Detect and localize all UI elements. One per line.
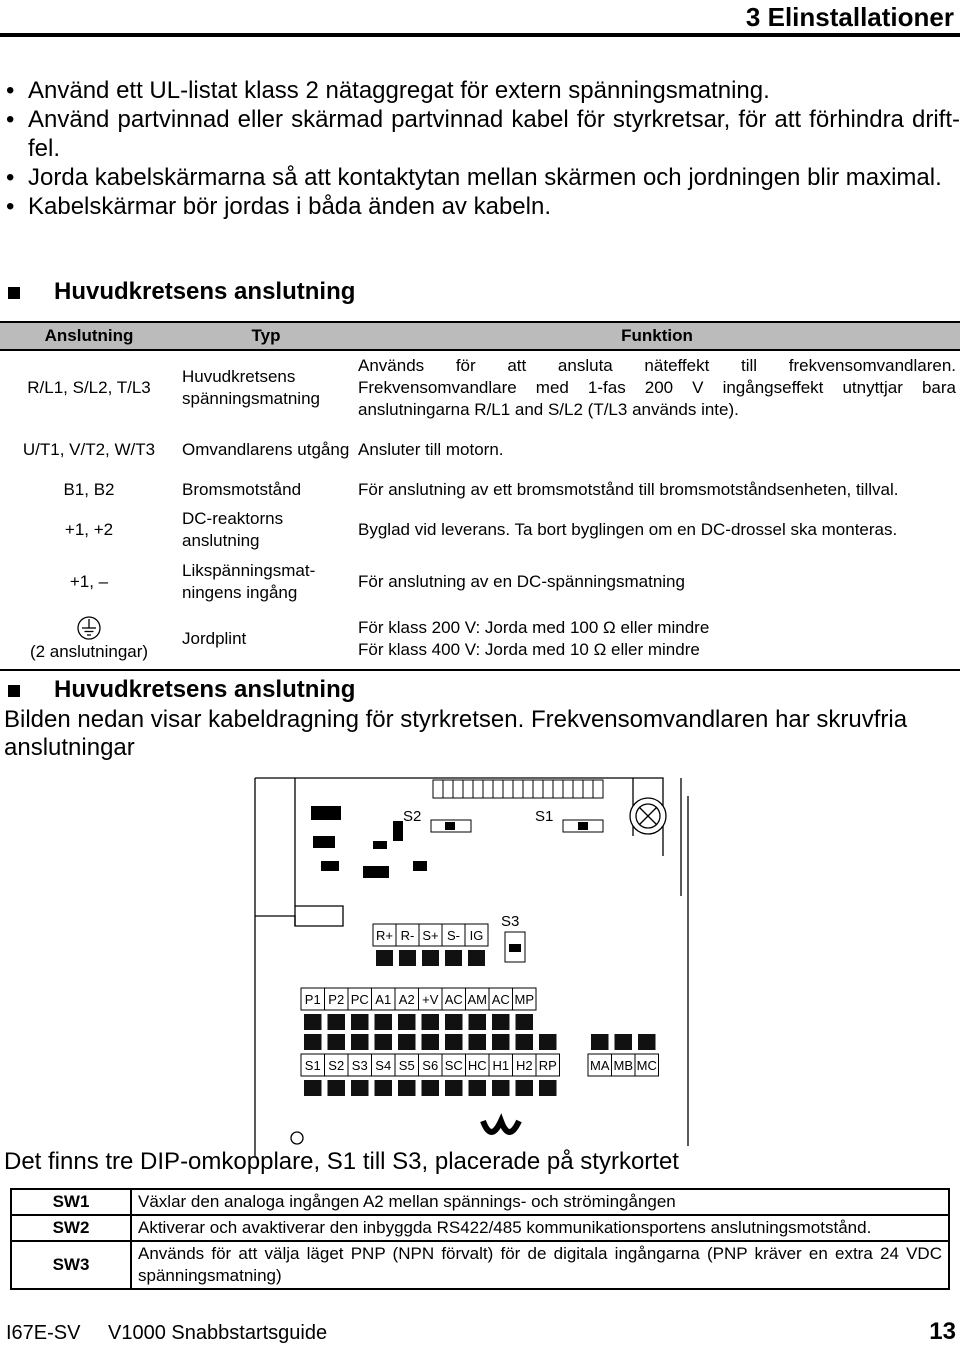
terminal-label: AC (491, 992, 510, 1007)
terminal-cell: U/T1, V/T2, W/T3 (22, 440, 156, 459)
switch-key: SW2 (11, 1215, 131, 1241)
terminal-clamp (468, 950, 485, 966)
terminal-label: SC (444, 1058, 463, 1073)
switch-key: SW3 (11, 1241, 131, 1289)
terminal-clamp (469, 1080, 487, 1096)
terminal-label: R+ (376, 928, 393, 943)
function-line: För klass 200 V: Jorda med 100 Ω eller mindre (358, 617, 710, 637)
terminal-clamp (445, 1080, 463, 1096)
terminal-clamp (539, 1034, 557, 1050)
terminal-clamp (376, 950, 393, 966)
terminal-clamp (304, 1014, 322, 1030)
type-cell: DC-reaktorns anslutning (182, 509, 284, 550)
col-header: Anslutning (0, 322, 178, 350)
section-title: Huvudkretsens anslutning (54, 278, 356, 305)
table-row (11, 1241, 949, 1289)
terminal-label: S3 (351, 1058, 368, 1073)
type-cell: Jordplint (182, 628, 247, 648)
function-cell: Byglad vid leverans. Ta bort byglingen om en DC-drossel ska monteras. (358, 520, 898, 539)
terminal-clamp (398, 1014, 416, 1030)
doc-code: I67E-SV (6, 1322, 81, 1344)
terminal-table (0, 321, 960, 671)
terminal-label: IG (469, 928, 484, 943)
chapter-title: 3 Elinstallationer (745, 2, 954, 32)
terminal-clamp (615, 1034, 633, 1050)
header-rule (0, 33, 960, 37)
switch-key: SW1 (11, 1189, 131, 1215)
table-row (11, 1189, 949, 1215)
terminal-clamp (422, 1080, 440, 1096)
dip-label: S3 (501, 913, 520, 930)
terminal-label: R- (400, 928, 415, 943)
ground-icon (76, 615, 102, 641)
terminal-clamp (516, 1014, 534, 1030)
terminal-clamp (539, 1080, 557, 1096)
terminal-row-2 (301, 988, 536, 1030)
terminal-clamp (351, 1014, 369, 1030)
terminal-clamp (328, 1034, 346, 1050)
function-cell: För anslutning av en DC-spänningsmatning (358, 572, 685, 591)
terminal-clamp (445, 950, 462, 966)
terminal-label: MB (613, 1058, 633, 1073)
dip-switch-table (10, 1188, 950, 1290)
terminal-label: P2 (328, 992, 345, 1007)
footer-left (6, 1322, 327, 1345)
switch-desc: Växlar den analoga ingången A2 mellan spännings- och strömingången (131, 1189, 949, 1215)
type-cell: Bromsmotstånd (182, 480, 302, 499)
bullet-item: • Använd ett UL-listat klass 2 nätaggregat för extern spänningsmatning. (0, 76, 960, 105)
terminal-label: S+ (422, 928, 439, 943)
figure-intro: Bilden nedan visar kabeldragning för styrkretsen. Frekvensomvandlaren har skruvfria anslutningar (4, 706, 908, 761)
section-square-icon (8, 287, 20, 299)
terminal-row-relay (588, 1034, 659, 1076)
terminal-label: S2 (328, 1058, 345, 1073)
table-row (0, 350, 960, 424)
terminal-cell: R/L1, S/L2, T/L3 (27, 377, 151, 397)
terminal-label: S- (447, 928, 460, 943)
terminal-clamp (398, 1080, 416, 1096)
terminal-clamp (591, 1034, 609, 1050)
terminal-row-3 (301, 1034, 560, 1096)
terminal-label: +V (422, 992, 439, 1007)
dip-label: S1 (535, 808, 554, 825)
terminal-clamp (516, 1080, 534, 1096)
table-row (0, 556, 960, 608)
terminal-label: S1 (304, 1058, 321, 1073)
type-cell: Omvandlarens utgång (182, 440, 350, 459)
terminal-label: AM (467, 992, 487, 1007)
terminal-label: MP (514, 992, 534, 1007)
terminal-label: P1 (304, 992, 321, 1007)
col-header: Typ (178, 322, 354, 350)
function-cell: Används för att ansluta näteffekt till frekvensomvandlaren. Frekvensomvandlare med 1-fas 200 V ingångseffekt utnyttjar bara anslutningarna R/L1 and S/L2 (T/L3 används inte). (358, 355, 956, 419)
terminal-label: S4 (375, 1058, 392, 1073)
terminal-clamp (492, 1034, 510, 1050)
terminal-clamp (422, 1034, 440, 1050)
bullet-item: • Använd partvinnad eller skärmad partvinnad kabel för styrkretsar, för att förhindra drift-fel. (0, 105, 960, 163)
terminal-clamp (351, 1080, 369, 1096)
terminal-clamp (469, 1014, 487, 1030)
bullet-item: • Kabelskärmar bör jordas i båda änden av kabeln. (0, 192, 960, 221)
terminal-label: S6 (422, 1058, 439, 1073)
terminal-cell: +1, +2 (64, 520, 114, 539)
terminal-label: HC (467, 1058, 487, 1073)
terminal-clamp (398, 1034, 416, 1050)
type-cell: Huvudkretsens spänningsmatning (182, 366, 320, 408)
dip-label: S2 (403, 808, 422, 825)
section-title: Huvudkretsens anslutning (54, 676, 356, 703)
switch-desc: Aktiverar och avaktiverar den inbyggda RS422/485 kommunikationsportens anslutningsmotstånd. (131, 1215, 949, 1241)
terminal-label: (2 anslutningar) (29, 641, 149, 661)
terminal-clamp (351, 1034, 369, 1050)
function-cell (354, 608, 960, 670)
terminal-cell: B1, B2 (63, 480, 115, 499)
function-cell: För anslutning av ett bromsmotstånd till bromsmotståndsenheten, tillval. (358, 480, 899, 499)
terminal-clamp (375, 1080, 393, 1096)
terminal-clamp (375, 1014, 393, 1030)
terminal-clamp (516, 1034, 534, 1050)
terminal-label: RP (538, 1058, 557, 1073)
terminal-clamp (492, 1080, 510, 1096)
terminal-label: H1 (492, 1058, 510, 1073)
terminal-clamp (328, 1080, 346, 1096)
terminal-label: MA (590, 1058, 610, 1073)
function-line: För klass 400 V: Jorda med 10 Ω eller mindre (358, 639, 700, 659)
terminal-clamp (445, 1034, 463, 1050)
terminal-clamp (422, 950, 439, 966)
terminal-label: A2 (398, 992, 415, 1007)
terminal-cell (0, 608, 178, 670)
terminal-clamp (304, 1034, 322, 1050)
terminal-label: H2 (515, 1058, 533, 1073)
terminal-row-1 (373, 924, 488, 966)
col-header: Funktion (354, 322, 960, 350)
section-square-icon (8, 685, 20, 697)
terminal-clamp (375, 1034, 393, 1050)
terminal-clamp (328, 1014, 346, 1030)
terminal-label: A1 (375, 992, 392, 1007)
switch-desc: Används för att välja läget PNP (NPN förvalt) för de digitala ingångarna (PNP kräver en extra 24 VDC spänningsmatning) (131, 1241, 949, 1289)
function-cell: Ansluter till motorn. (358, 440, 504, 459)
doc-title: V1000 Snabbstartsguide (108, 1322, 328, 1344)
table-row (0, 424, 960, 476)
terminal-cell: +1, – (69, 572, 109, 591)
terminal-clamp (422, 1014, 440, 1030)
terminal-label: S5 (398, 1058, 415, 1073)
terminal-clamp (445, 1014, 463, 1030)
type-cell: Likspänningsmat-ningens ingång (182, 561, 316, 602)
bullet-list (0, 76, 960, 221)
table-row (0, 608, 960, 670)
terminal-label: MC (636, 1058, 657, 1073)
terminal-clamp (638, 1034, 656, 1050)
terminal-clamp (492, 1014, 510, 1030)
control-board-figure (233, 776, 703, 1156)
dip-caption: Det finns tre DIP-omkopplare, S1 till S3, placerade på styrkortet (4, 1148, 679, 1175)
table-row (0, 476, 960, 504)
table-row (0, 504, 960, 556)
terminal-clamp (304, 1080, 322, 1096)
terminal-clamp (469, 1034, 487, 1050)
terminal-label: PC (350, 992, 369, 1007)
terminal-clamp (399, 950, 416, 966)
page-number: 13 (929, 1318, 956, 1345)
terminal-label: AC (444, 992, 463, 1007)
table-row (11, 1215, 949, 1241)
bullet-item: • Jorda kabelskärmarna så att kontaktytan mellan skärmen och jordningen blir maximal. (0, 163, 960, 192)
